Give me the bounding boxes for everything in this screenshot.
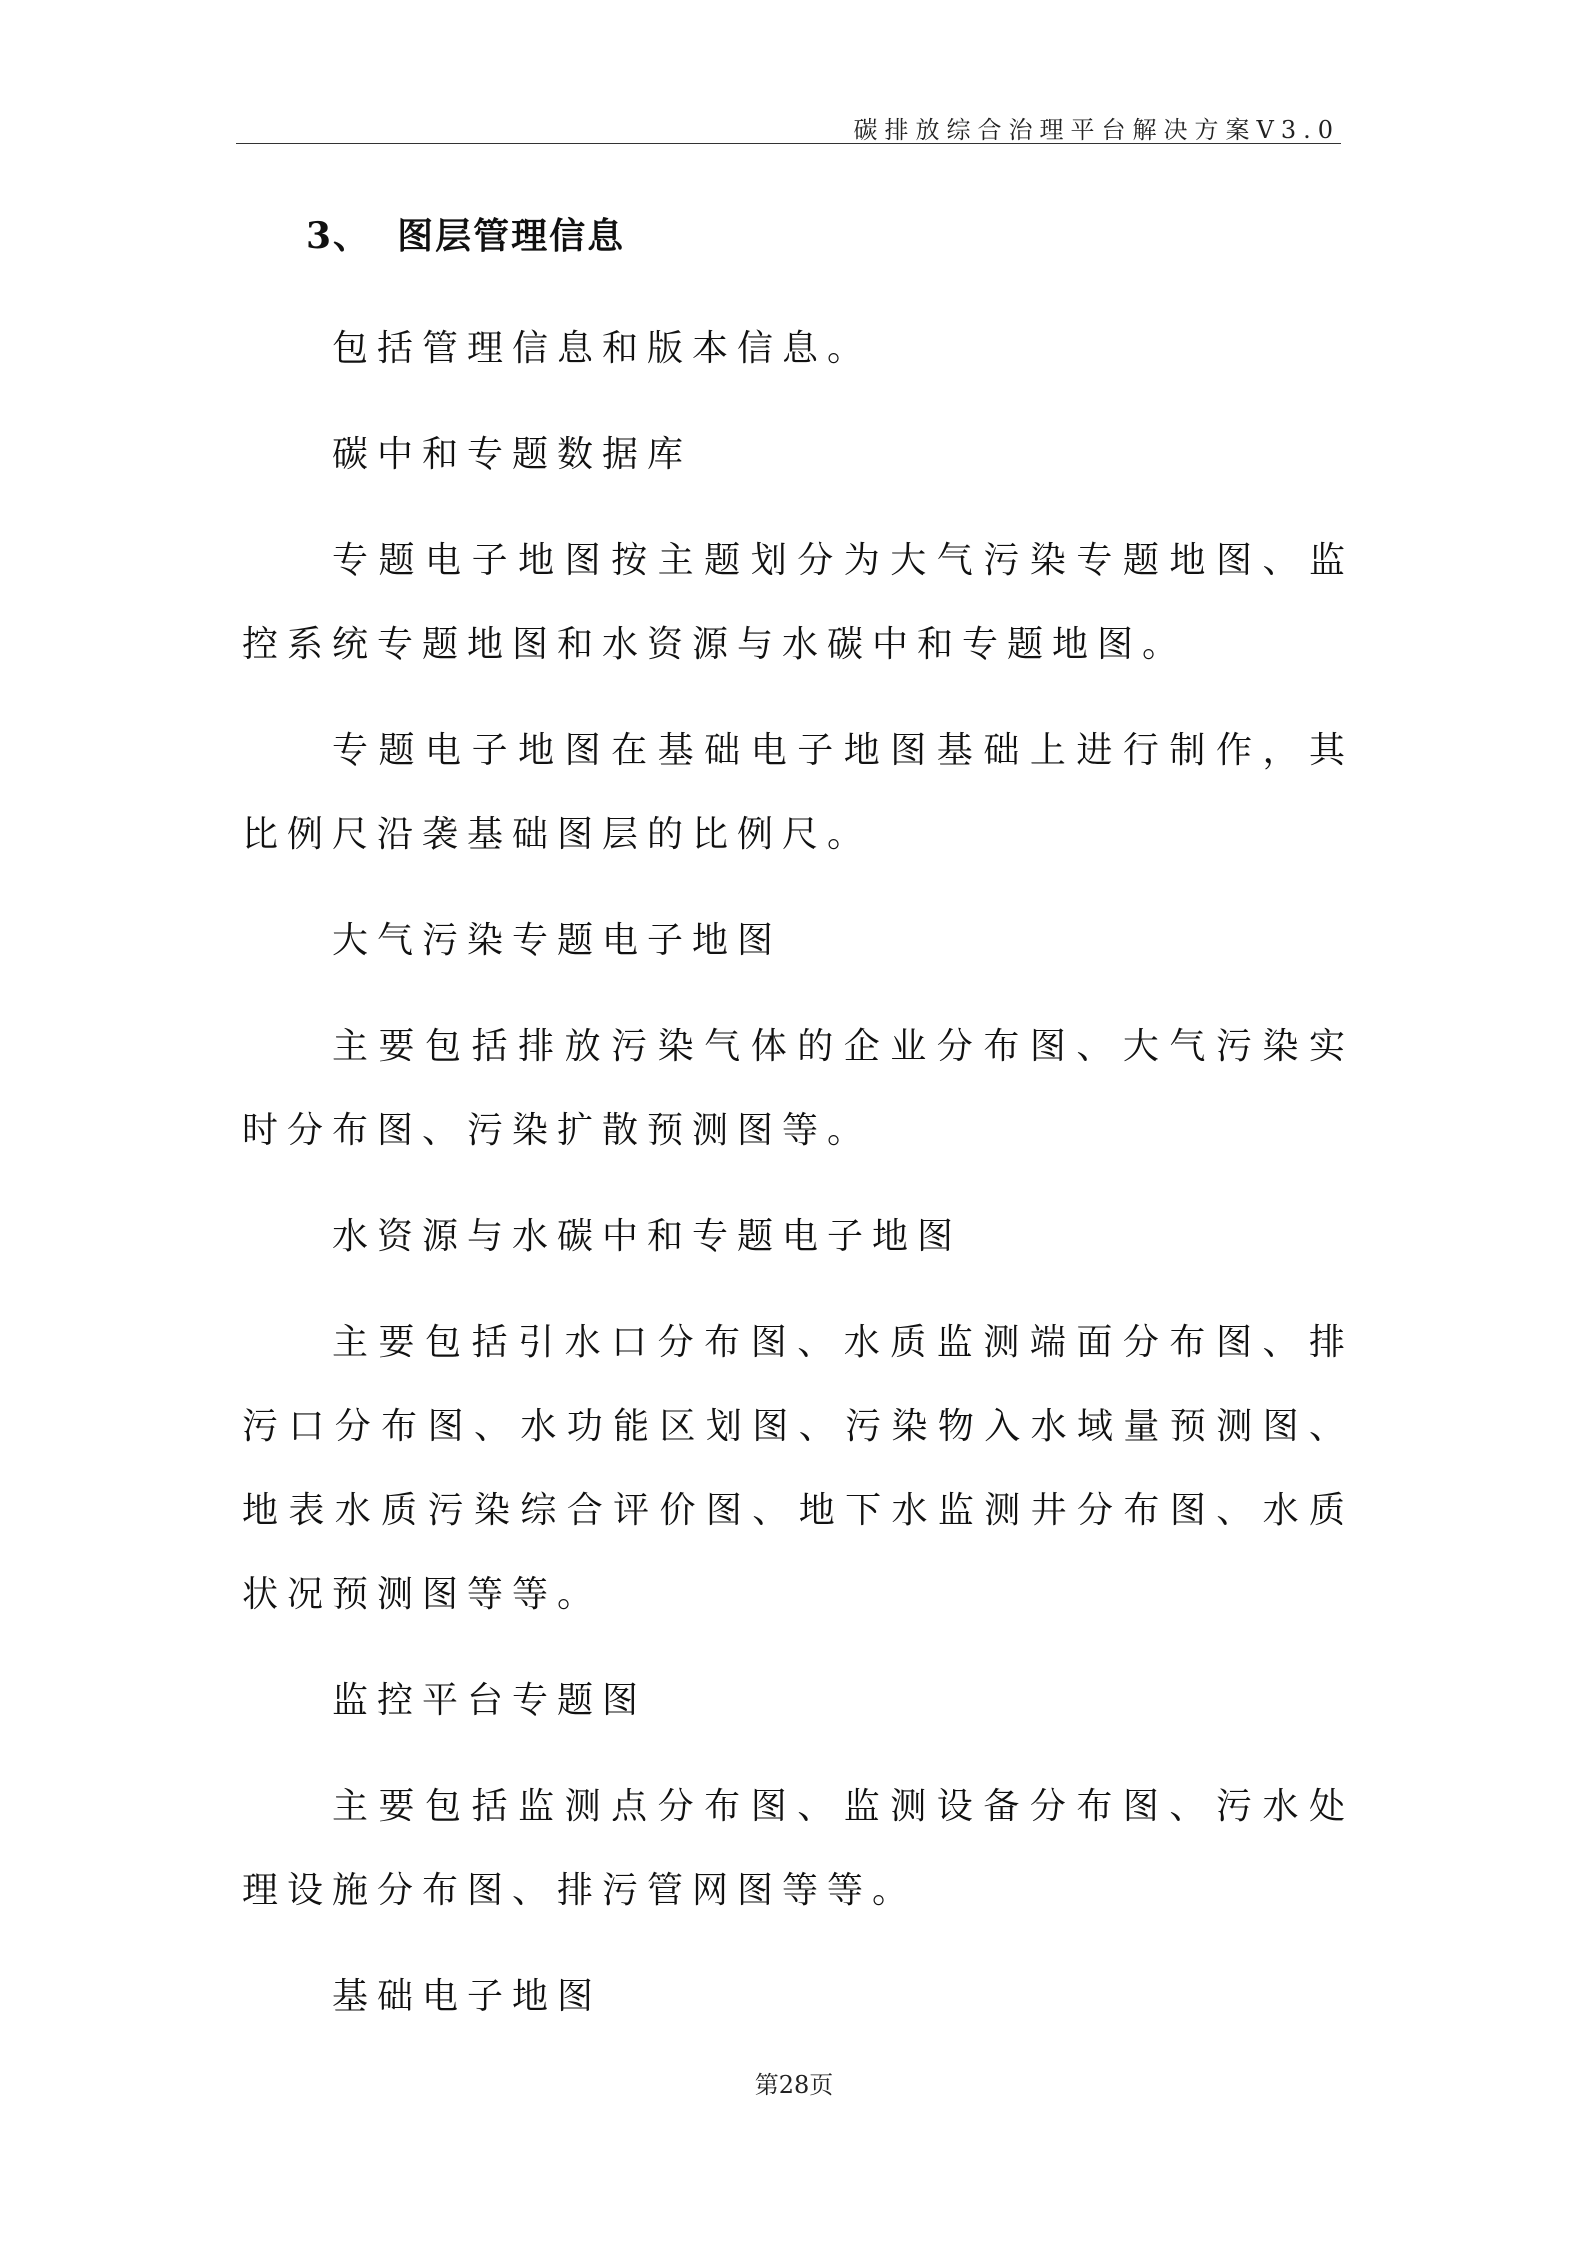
paragraph: 专题电子地图按主题划分为大气污染专题地图、监控系统专题地图和水资源与水碳中和专题地图。 <box>242 540 1354 665</box>
page-number: 第28页 <box>754 2071 834 2099</box>
subheading-water-resource-map: 水资源与水碳中和专题电子地图 <box>332 1216 963 1257</box>
paragraph: 专题电子地图在基础电子地图基础上进行制作，其比例尺沿袭基础图层的比例尺。 <box>242 730 1354 855</box>
body-content <box>242 307 1354 2061</box>
subheading-base-map: 基础电子地图 <box>332 1976 603 2017</box>
section-heading <box>306 208 625 259</box>
paragraph: 主要包括排放污染气体的企业分布图、大气污染实时分布图、污染扩散预测图等。 <box>242 1026 1354 1151</box>
paragraph: 主要包括监测点分布图、监测设备分布图、污水处理设施分布图、排污管网图等等。 <box>242 1786 1354 1911</box>
section-number: 3、 <box>306 215 372 257</box>
subheading-monitoring-platform-map: 监控平台专题图 <box>332 1680 648 1721</box>
subheading-carbon-database: 碳中和专题数据库 <box>332 434 693 475</box>
paragraph: 主要包括引水口分布图、水质监测端面分布图、排污口分布图、水功能区划图、污染物入水域量预测图、地表水质污染综合评价图、地下水监测井分布图、水质状况预测图等等。 <box>242 1322 1354 1615</box>
paragraph: 包括管理信息和版本信息。 <box>332 328 873 369</box>
section-title: 图层管理信息 <box>397 215 626 257</box>
subheading-air-pollution-map: 大气污染专题电子地图 <box>332 920 783 961</box>
header-divider <box>236 143 1341 144</box>
running-header-title: 碳排放综合治理平台解决方案V3.0 <box>853 116 1340 144</box>
